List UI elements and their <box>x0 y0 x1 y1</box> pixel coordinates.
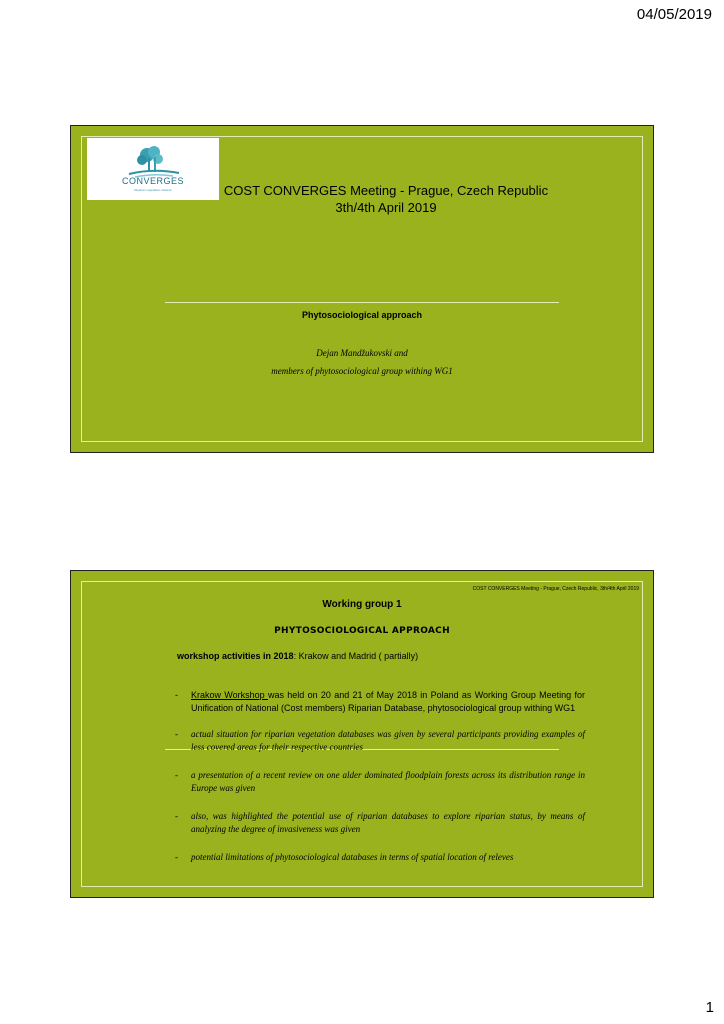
slide-1 <box>70 125 654 453</box>
slide-2-title: Working group 1 <box>322 599 402 610</box>
logo-tagline: Riparian vegetation network <box>134 188 172 192</box>
krakow-workshop-link[interactable]: Krakow Workshop <box>191 690 268 700</box>
print-date: 04/05/2019 <box>636 6 712 23</box>
bullet-mark: - <box>175 852 178 862</box>
slide-2 <box>70 570 654 898</box>
logo-name: CONVERGES <box>121 176 184 186</box>
slide-1-authors <box>71 344 653 380</box>
slide-2-header: COST CONVERGES Meeting - Prague, Czech Republic, 3th/4th April 2019 <box>472 586 639 592</box>
list-item-text: a presentation of a recent review on one alder dominated floodplain forests across its distribution range in Europe was given <box>191 770 585 793</box>
slide-1-title <box>221 182 551 216</box>
intro-bold: workshop activities in 2018 <box>177 651 294 661</box>
activity-list <box>175 689 585 880</box>
list-item <box>175 689 585 714</box>
tree-logo-icon <box>121 144 185 178</box>
list-item <box>175 728 585 753</box>
intro-rest: : Krakow and Madrid ( partially) <box>293 651 419 661</box>
divider-line <box>165 302 559 303</box>
list-item-text: also, was highlighted the potential use of riparian databases to explore riparian status, by means of analyzing the degree of invasiveness was given <box>191 811 585 834</box>
bullet-mark: - <box>175 811 178 821</box>
converges-logo <box>87 138 219 200</box>
title-line-1: COST CONVERGES Meeting - Prague, Czech Republic <box>223 183 549 198</box>
slide-2-subtitle: PHYTOSOCIOLOGICAL APPROACH <box>274 626 450 636</box>
slide-1-subtitle: Phytosociological approach <box>301 310 423 320</box>
author-line-2: members of phytosociological group withing WG1 <box>271 366 453 376</box>
list-item <box>175 769 585 794</box>
list-item-text: potential limitations of phytosociological databases in terms of spatial location of releves <box>191 852 514 862</box>
bullet-mark: - <box>175 770 178 780</box>
list-item <box>175 851 585 864</box>
list-item-text: actual situation for riparian vegetation databases was given by several participants providing examples of less covered areas for their respective countries <box>191 729 585 752</box>
page-number: 1 <box>705 999 714 1016</box>
title-line-2: 3th/4th April 2019 <box>335 200 437 215</box>
author-line-1: Dejan Mandžukovski and <box>316 348 408 358</box>
list-item-text: was held on 20 and 21 of May 2018 in Poland as Working Group Meeting for Unification of National (Cost members) Riparian Database, phytosociological group withing WG1 <box>191 690 585 713</box>
workshop-intro <box>177 651 418 661</box>
bullet-mark: - <box>175 690 178 700</box>
list-item <box>175 810 585 835</box>
bullet-mark: - <box>175 729 178 739</box>
